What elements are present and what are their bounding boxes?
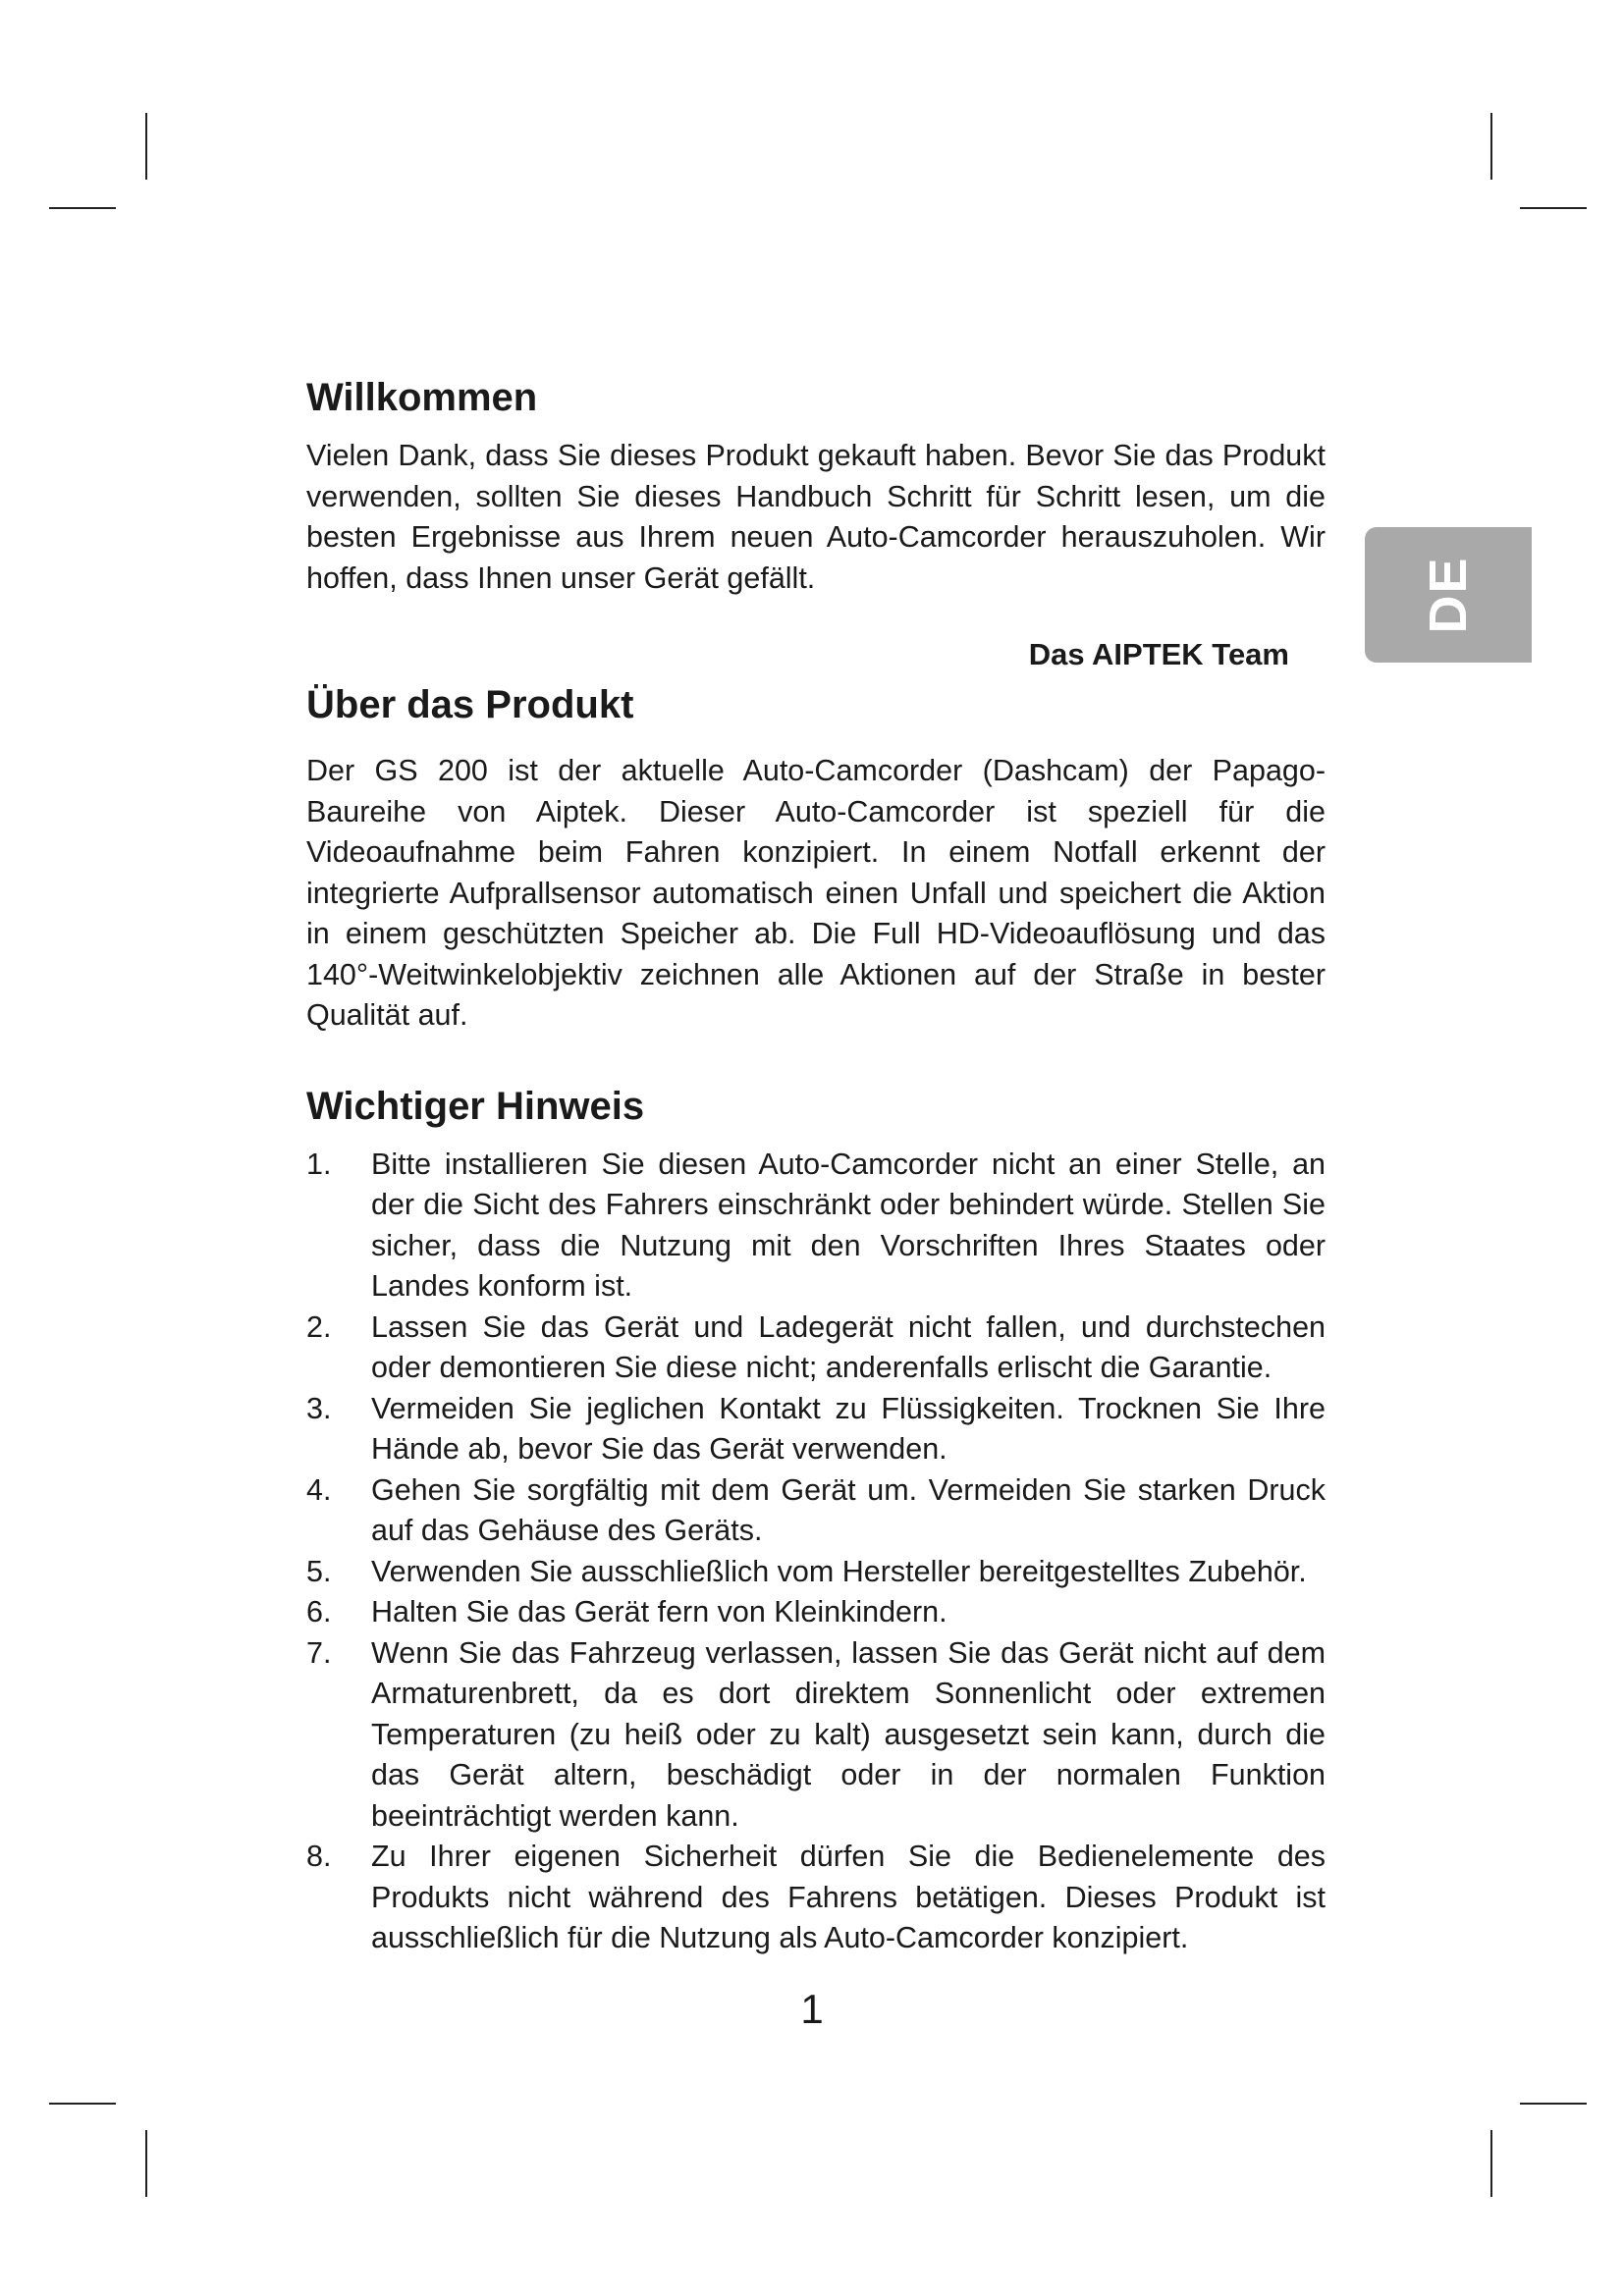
notice-heading: Wichtiger Hinweis xyxy=(306,1084,645,1128)
notice-item-number: 3. xyxy=(306,1391,332,1425)
notice-item-text: Halten Sie das Gerät fern von Kleinkindern. xyxy=(371,1595,947,1629)
crop-mark-top-left-vertical xyxy=(145,113,147,180)
signature: Das AIPTEK Team xyxy=(1028,637,1289,671)
notice-item-number: 5. xyxy=(306,1554,332,1588)
notice-item-number: 1. xyxy=(306,1147,332,1181)
language-tab xyxy=(1365,527,1532,663)
crop-mark-bottom-left-vertical xyxy=(145,2130,147,2197)
notice-item xyxy=(306,1633,1326,1838)
notice-section xyxy=(306,1082,1326,1959)
about-text: Der GS 200 ist der aktuelle Auto-Camcorder (Dashcam) der Papago-Baureihe von Aiptek. Dieser Auto-Camcorder ist speziell für die Videoaufnahme beim Fahren konzipiert. In einem Notfall erkennt der integrierte Aufprallsensor automatisch einen Unfall und speichert die Aktion in einem geschützten Speicher ab. Die Full HD-Videoauflösung und das 140°-Weitwinkelobjektiv zeichnen alle Aktionen auf der Straße in bester Qualität auf. xyxy=(306,754,1326,1033)
notice-item-text: Zu Ihrer eigenen Sicherheit dürfen Sie die Bedienelemente des Produkts nicht während des Fahrens betätigen. Dieses Produkt ist ausschließlich für die Nutzung als Auto-Camcorder konzipiert. xyxy=(371,1840,1326,1955)
notice-item xyxy=(306,1552,1326,1593)
crop-mark-top-right-vertical xyxy=(1490,113,1492,180)
notice-item-number: 7. xyxy=(306,1635,332,1670)
notice-item-number: 4. xyxy=(306,1472,332,1507)
notice-item xyxy=(306,1592,1326,1633)
notice-item-text: Bitte installieren Sie diesen Auto-Camcorder nicht an einer Stelle, an der die Sicht des Fahrers einschränkt oder behindert würde. Stellen Sie sicher, dass die Nutzung mit den Vorschriften Ihres Staates oder Landes konform ist. xyxy=(371,1147,1326,1304)
crop-mark-bottom-left-horizontal xyxy=(49,2103,116,2105)
notice-item-text: Lassen Sie das Gerät und Ladegerät nicht fallen, und durchstechen oder demontieren Sie diese nicht; anderenfalls erlischt die Garantie. xyxy=(371,1309,1326,1385)
language-tab-label: DE xyxy=(1419,556,1478,634)
notice-item-text: Verwenden Sie ausschließlich vom Hersteller bereitgestelltes Zubehör. xyxy=(371,1554,1307,1588)
welcome-section xyxy=(306,373,1326,672)
about-section xyxy=(306,680,1326,1037)
welcome-text: Vielen Dank, dass Sie dieses Produkt gekauft haben. Bevor Sie das Produkt verwenden, sollten Sie dieses Handbuch Schritt für Schritt lesen, um die besten Ergebnisse aus Ihrem neuen Auto-Camcorder herauszuholen. Wir hoffen, dass Ihnen unser Gerät gefällt. xyxy=(306,439,1326,595)
notice-item-text: Gehen Sie sorgfältig mit dem Gerät um. Vermeiden Sie starken Druck auf das Gehäuse des Geräts. xyxy=(371,1472,1326,1548)
crop-mark-bottom-right-horizontal xyxy=(1520,2103,1587,2105)
notice-item xyxy=(306,1470,1326,1552)
notice-list xyxy=(306,1145,1326,1959)
notice-item xyxy=(306,1837,1326,1959)
notice-item-number: 8. xyxy=(306,1840,332,1874)
welcome-heading: Willkommen xyxy=(306,376,538,419)
crop-mark-bottom-right-vertical xyxy=(1490,2130,1492,2197)
page-content xyxy=(306,373,1326,1959)
page-number: 1 xyxy=(800,1986,824,2032)
notice-item xyxy=(306,1145,1326,1308)
crop-mark-top-left-horizontal xyxy=(49,207,116,209)
notice-item-number: 6. xyxy=(306,1595,332,1629)
notice-item-text: Vermeiden Sie jeglichen Kontakt zu Flüssigkeiten. Trocknen Sie Ihre Hände ab, bevor Sie das Gerät verwenden. xyxy=(371,1391,1326,1467)
notice-item-number: 2. xyxy=(306,1309,332,1344)
notice-item xyxy=(306,1389,1326,1470)
about-heading: Über das Produkt xyxy=(306,683,634,727)
notice-item-text: Wenn Sie das Fahrzeug verlassen, lassen Sie das Gerät nicht auf dem Armaturenbrett, da es dort direktem Sonnenlicht oder extremen Temperaturen (zu heiß oder zu kalt) ausgesetzt sein kann, durch die das Gerät altern, beschädigt oder in der normalen Funktion beeinträchtigt werden kann. xyxy=(371,1635,1326,1833)
notice-item xyxy=(306,1308,1326,1389)
crop-mark-top-right-horizontal xyxy=(1520,207,1587,209)
